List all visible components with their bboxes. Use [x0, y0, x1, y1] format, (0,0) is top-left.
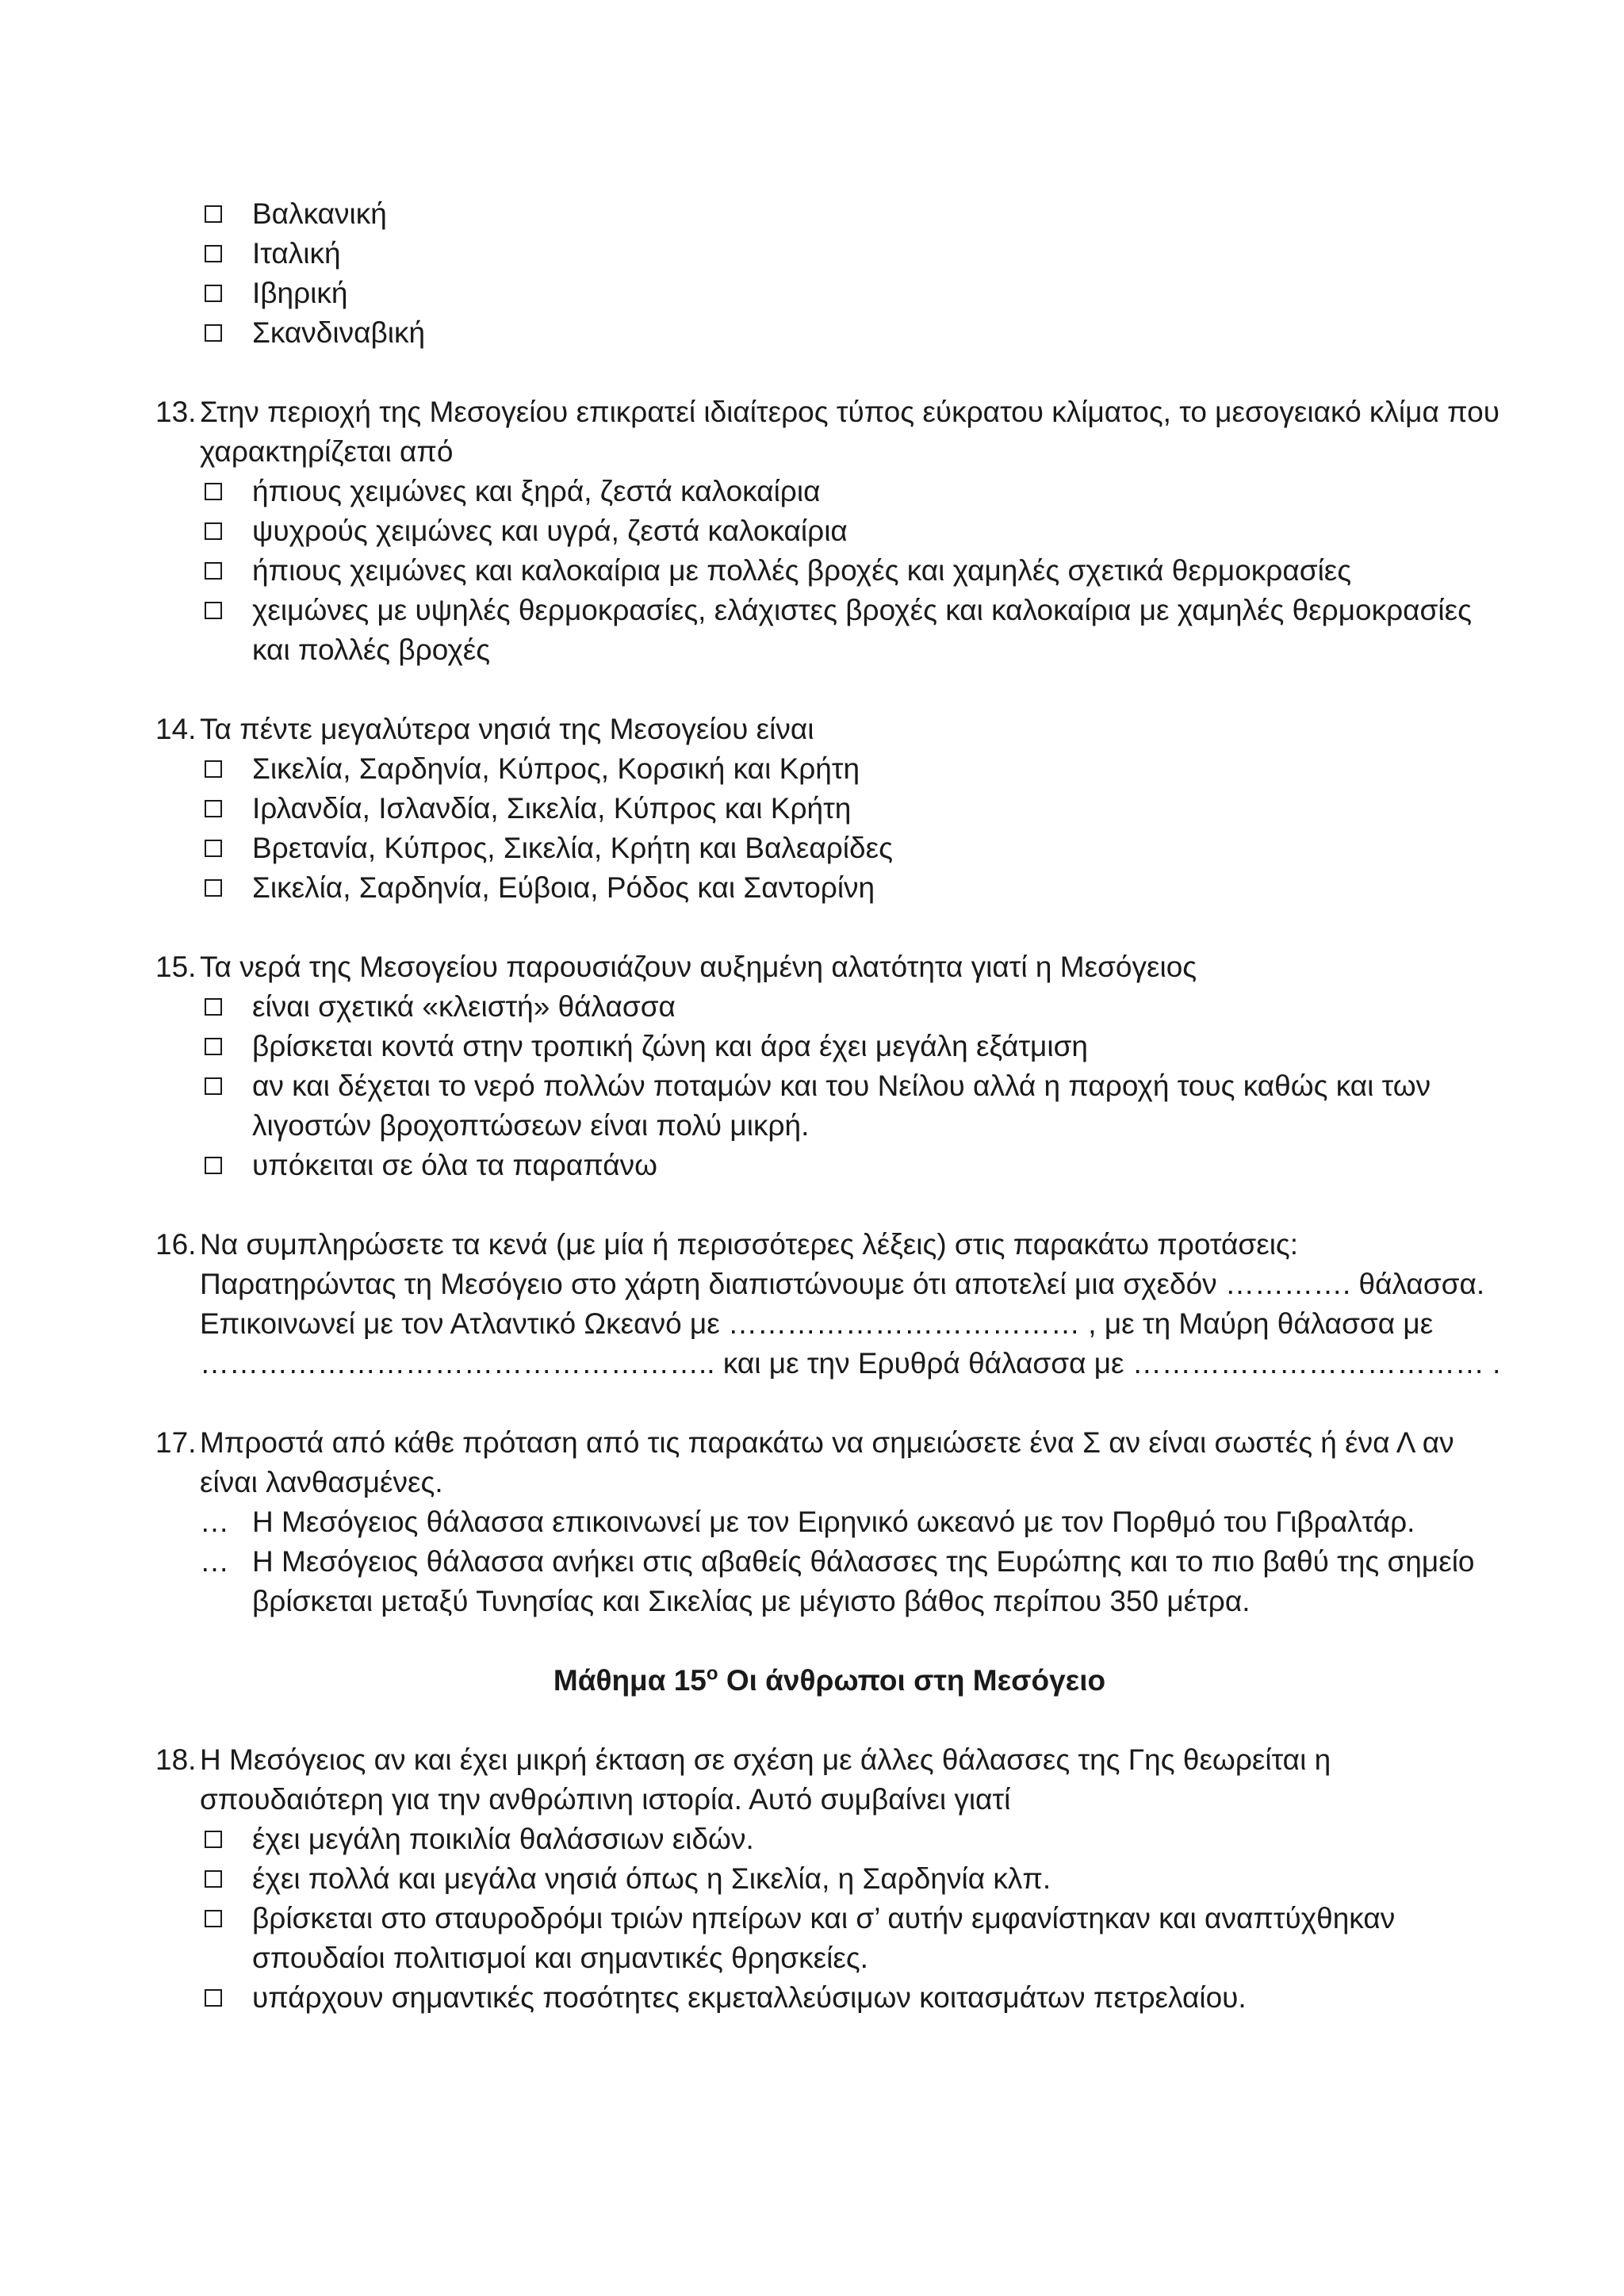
checkbox[interactable]	[205, 562, 222, 580]
question-18	[155, 1740, 1503, 2018]
question-17	[155, 1423, 1503, 1621]
question-text: Να συμπληρώσετε τα κενά (με μία ή περισσότερες λέξεις) στις παρακάτω προτάσεις:	[200, 1228, 1299, 1261]
question-text: Τα νερά της Μεσογείου παρουσιάζουν αυξημένη αλατότητα γιατί η Μεσόγειος	[200, 951, 1197, 983]
heading-prefix: Μάθημα 15	[553, 1664, 707, 1697]
option-text: υπόκειται σε όλα τα παραπάνω	[252, 1149, 658, 1181]
question-16	[155, 1225, 1503, 1383]
question-14	[155, 710, 1503, 908]
heading-title: Οι άνθρωποι στη Μεσόγειο	[718, 1664, 1106, 1697]
question-text: Τα πέντε μεγαλύτερα νησιά της Μεσογείου είναι	[200, 713, 814, 745]
option-text: Σκανδιναβική	[252, 316, 426, 349]
checkbox[interactable]	[205, 1077, 222, 1095]
checkbox[interactable]	[205, 1989, 222, 2007]
option	[200, 789, 1503, 828]
option	[200, 1978, 1503, 2018]
checkbox[interactable]	[205, 602, 222, 619]
option-text: είναι σχετικά «κλειστή» θάλασσα	[252, 990, 676, 1023]
checkbox[interactable]	[205, 522, 222, 540]
statement	[200, 1542, 1503, 1621]
option-text: χειμώνες με υψηλές θερμοκρασίες, ελάχιστες βροχές και καλοκαίρια με χαμηλές θερμοκρασίες και πολλές βροχές	[252, 594, 1472, 666]
question-number: 14.	[155, 713, 197, 745]
statement-text: Η Μεσόγειος θάλασσα ανήκει στις αβαθείς θάλασσες της Ευρώπης και το πιο βαθύ της σημείο βρίσκεται μεταξύ Τυνησίας και Σικελίας με μέγιστο βάθος περίπου 350 μέτρα.	[252, 1545, 1475, 1617]
checkbox[interactable]	[205, 840, 222, 857]
option-text: Ιβηρική	[252, 277, 348, 309]
checkbox[interactable]	[205, 760, 222, 778]
statement-text: Η Μεσόγειος θάλασσα επικοινωνεί με τον Ειρηνικό ωκεανό με τον Πορθμό του Γιβραλτάρ.	[252, 1506, 1415, 1538]
option-text: Σικελία, Σαρδηνία, Εύβοια, Ρόδος και Σαντορίνη	[252, 871, 875, 904]
option	[200, 313, 1503, 353]
checkbox[interactable]	[205, 1910, 222, 1927]
question-number: 16.	[155, 1228, 197, 1261]
question-number: 18.	[155, 1743, 197, 1776]
question-13	[155, 392, 1503, 670]
section-heading	[155, 1661, 1503, 1701]
option-text: βρίσκεται στο σταυροδρόμι τριών ηπείρων και σ’ αυτήν εμφανίστηκαν και αναπτύχθηκαν σπουδαίοι πολιτισμοί και σημαντικές θρησκείες.	[252, 1902, 1396, 1974]
option	[200, 868, 1503, 908]
option	[200, 194, 1503, 234]
option-text: υπάρχουν σημαντικές ποσότητες εκμεταλλεύσιμων κοιτασμάτων πετρελαίου.	[252, 1981, 1247, 2014]
option-text: έχει μεγάλη ποικιλία θαλάσσιων ειδών.	[252, 1823, 754, 1855]
question-text: Η Μεσόγειος αν και έχει μικρή έκταση σε σχέση με άλλες θάλασσες της Γης θεωρείται η σπουδαιότερη για την ανθρώπινη ιστορία. Αυτό συμβαίνει γιατί	[200, 1743, 1331, 1816]
worksheet-page	[155, 194, 1503, 2057]
option	[200, 1146, 1503, 1185]
answer-blank[interactable]: …	[200, 1545, 229, 1578]
question-text: Μπροστά από κάθε πρόταση από τις παρακάτω να σημειώσετε ένα Σ αν είναι σωστές ή ένα Λ αν είναι λανθασμένες.	[200, 1426, 1454, 1498]
statement	[200, 1502, 1503, 1542]
checkbox[interactable]	[205, 879, 222, 897]
intro-options	[155, 194, 1503, 353]
option	[200, 1066, 1503, 1146]
checkbox[interactable]	[205, 1038, 222, 1055]
option	[200, 987, 1503, 1027]
checkbox[interactable]	[205, 1870, 222, 1888]
question-number: 13.	[155, 396, 197, 428]
question-15	[155, 947, 1503, 1185]
checkbox[interactable]	[205, 324, 222, 342]
option-text: Βαλκανική	[252, 197, 387, 230]
option	[200, 472, 1503, 511]
checkbox[interactable]	[205, 800, 222, 817]
checkbox[interactable]	[205, 285, 222, 302]
option-text: Ιρλανδία, Ισλανδία, Σικελία, Κύπρος και Κρήτη	[252, 792, 852, 825]
option	[200, 511, 1503, 551]
question-number: 15.	[155, 951, 197, 983]
option-text: Βρετανία, Κύπρος, Σικελία, Κρήτη και Βαλεαρίδες	[252, 832, 893, 864]
checkbox[interactable]	[205, 483, 222, 500]
option-text: ψυχρούς χειμώνες και υγρά, ζεστά καλοκαίρια	[252, 515, 848, 547]
option	[200, 591, 1503, 670]
question-number: 17.	[155, 1426, 197, 1459]
option-text: ήπιους χειμώνες και καλοκαίρια με πολλές βροχές και χαμηλές σχετικά θερμοκρασίες	[252, 554, 1352, 587]
option-text: Ιταλική	[252, 237, 341, 270]
option	[200, 749, 1503, 789]
answer-blank[interactable]: …	[200, 1506, 229, 1538]
option-text: αν και δέχεται το νερό πολλών ποταμών και του Νείλου αλλά η παροχή τους καθώς και των λιγοστών βροχοπτώσεων είναι πολύ μικρή.	[252, 1070, 1431, 1142]
option	[200, 1820, 1503, 1859]
checkbox[interactable]	[205, 205, 222, 223]
option	[200, 1027, 1503, 1066]
checkbox[interactable]	[205, 1157, 222, 1174]
option	[200, 274, 1503, 313]
option	[200, 1899, 1503, 1978]
checkbox[interactable]	[205, 998, 222, 1016]
option	[200, 234, 1503, 274]
question-text: Στην περιοχή της Μεσογείου επικρατεί ιδιαίτερος τύπος εύκρατου κλίματος, το μεσογειακό κλίμα που χαρακτηρίζεται από	[200, 396, 1500, 468]
option-text: Σικελία, Σαρδηνία, Κύπρος, Κορσική και Κρήτη	[252, 752, 860, 785]
heading-superscript: ο	[706, 1663, 718, 1685]
option-text: ήπιους χειμώνες και ξηρά, ζεστά καλοκαίρια	[252, 475, 821, 507]
option-text: έχει πολλά και μεγάλα νησιά όπως η Σικελία, η Σαρδηνία κλπ.	[252, 1862, 1051, 1895]
option	[200, 828, 1503, 868]
option	[200, 1859, 1503, 1899]
checkbox[interactable]	[205, 245, 222, 262]
checkbox[interactable]	[205, 1831, 222, 1848]
option	[200, 551, 1503, 591]
option-text: βρίσκεται κοντά στην τροπική ζώνη και άρα έχει μεγάλη εξάτμιση	[252, 1030, 1089, 1062]
fill-in-paragraph[interactable]: Παρατηρώντας τη Μεσόγειο στο χάρτη διαπιστώνουμε ότι αποτελεί μια σχεδόν …………. θάλασσα. Επικοινωνεί με τον Ατλαντικό Ωκεανό με ……………………………… , με τη Μαύρη θάλασσα με …………………………………………….. και με την Ερυθρά θάλασσα με ……………………………… .	[200, 1268, 1501, 1380]
